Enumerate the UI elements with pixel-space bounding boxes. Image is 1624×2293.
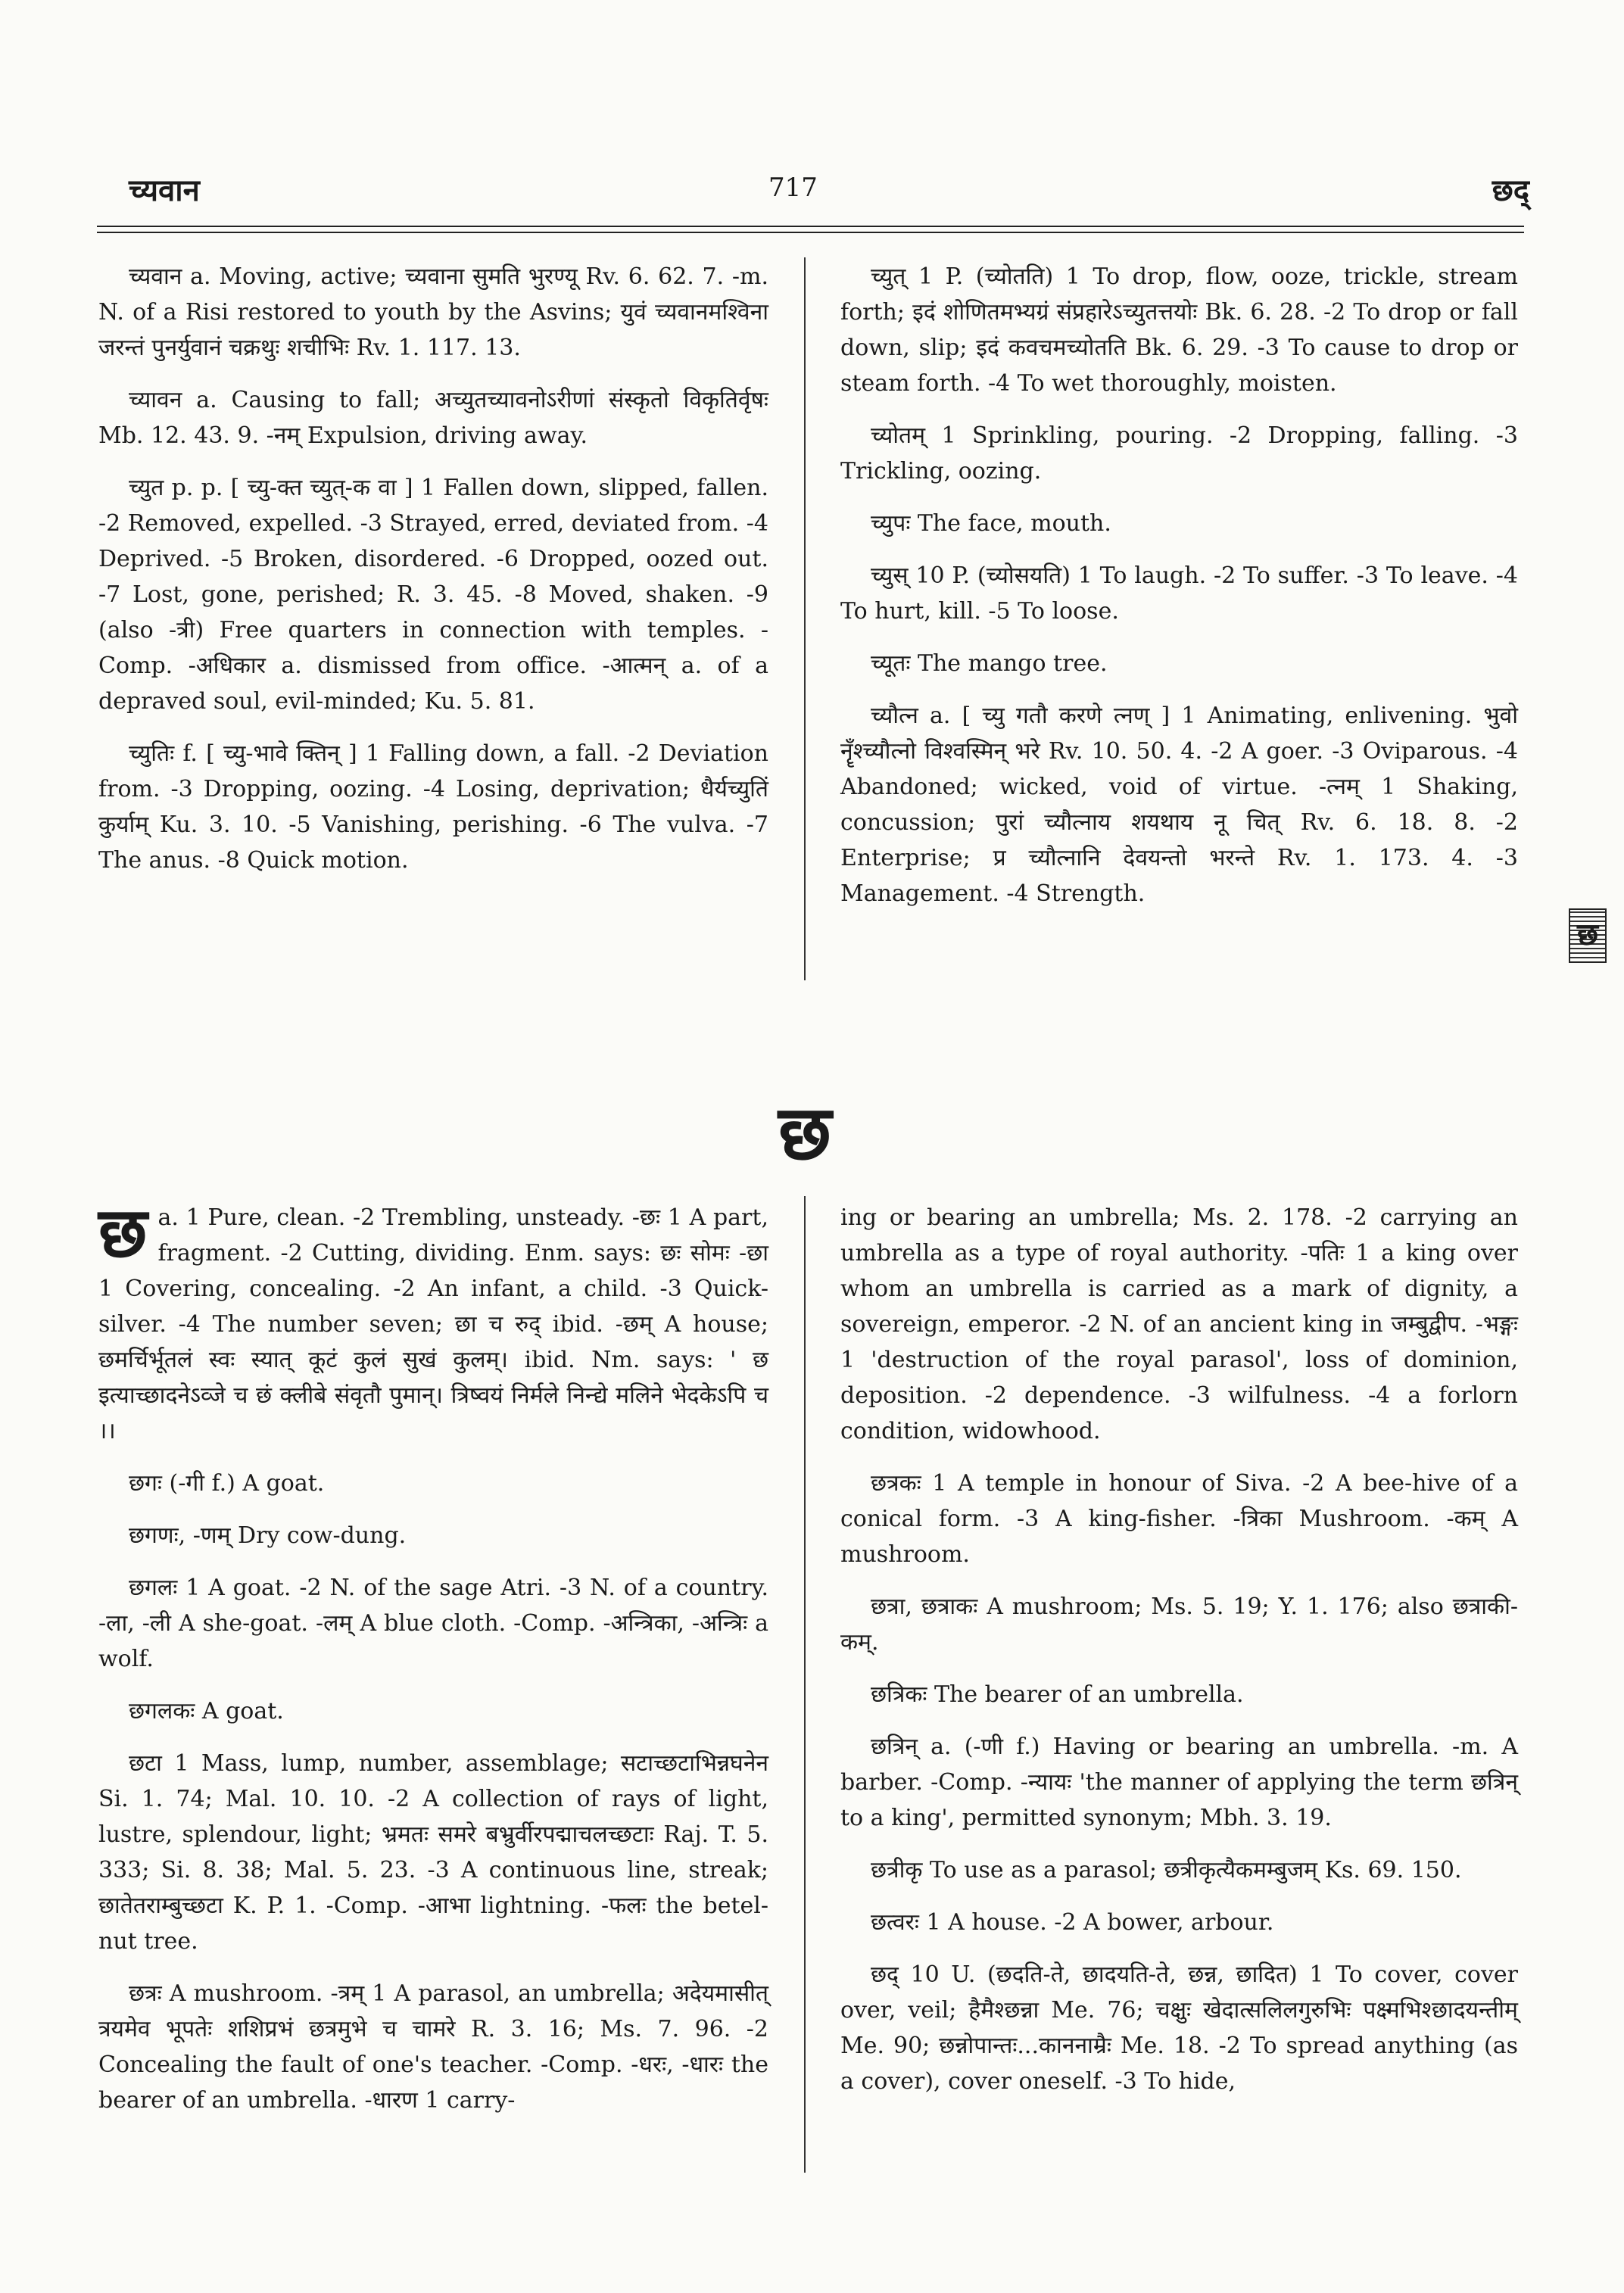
- entry: छद् 10 U. (छदति-ते, छादयति-ते, छन्न, छादित) 1 To cover, cover over, veil; हैमैश्छन्ना Me. 76; चक्षुः खेदात्सलिलगुरुभिः पक्ष्मभिश्छादयन्तीम् Me. 90; छन्नोपान्तः...काननाम्रैः Me. 18. -2 To spread anything (as a cover), cover oneself. -3 To hide,: [840, 1961, 1518, 2095]
- page-number: 717: [768, 173, 818, 203]
- entry: च्यवान a. Moving, active; च्यवाना सुमति भुरण्यू Rv. 6. 62. 7. -m. N. of a Risi restored to youth by the Asvins; युवं च्यवानमश्विना जरन्तं पुनर्युवानं चक्रथुः शचीभिः Rv. 1. 117. 13.: [98, 263, 768, 361]
- page-header: [91, 168, 1529, 221]
- entry: छत्रा, छत्राकः A mushroom; Ms. 5. 19; Y. 1. 176; also छत्राकी-कम्.: [840, 1594, 1518, 1656]
- dropcap-letter: छ: [98, 1192, 148, 1273]
- header-right-word: छद्: [1492, 173, 1529, 208]
- entry: छगणः, -णम् Dry cow-dung.: [129, 1522, 407, 1549]
- entry: च्यूतः The mango tree.: [871, 650, 1108, 677]
- entry: छत्रकः 1 A temple in honour of Siva. -2 A bee-hive of a conical form. -3 A king-fisher. -त्रिका Mushroom. -कम् A mushroom.: [840, 1470, 1518, 1568]
- entry: छत्रिन् a. (-णी f.) Having or bearing an umbrella. -m. A barber. -Comp. -न्यायः 'the manner of applying the term छत्रिन् to a king', permitted synonym; Mbh. 3. 19.: [840, 1734, 1518, 1831]
- entry-first-text: a. 1 Pure, clean. -2 Trembling, unsteady. -छः 1 A part, fragment. -2 Cutting, dividing. Enm. says: छः सोमः -छा 1 Covering, concealing. -2 An infant, a child. -3 Quick-silver. -4 The number seven; छा च रुद् ibid. -छम् A house; छमर्चिर्भूतलं स्वः स्यात् कूटं कुलं सुखं कुलम्। ibid. Nm. says: ' छ इत्याच्छादनेऽव्जे च छं क्लीबे संवृतौ पुमान्। त्रिष्वयं निर्मले निन्द्ये मलिने भेदकेऽपि च ।।: [98, 1204, 768, 1444]
- entry: छत्रीकृ To use as a parasol; छत्रीकृत्यैकमम्बुजम् Ks. 69. 150.: [871, 1857, 1462, 1883]
- top-left-column: [98, 259, 768, 895]
- bottom-left-column: [98, 1192, 768, 2135]
- entry: च्योतम् 1 Sprinkling, pouring. -2 Dropping, falling. -3 Trickling, oozing.: [840, 422, 1518, 484]
- entry: छगलः 1 A goat. -2 N. of the sage Atri. -3 N. of a country. -ला, -ली A she-goat. -लम् A blue cloth. -Comp. -अन्त्रिका, -अन्त्रिः a wolf.: [98, 1575, 768, 1672]
- header-left-word: च्यवान: [129, 173, 200, 208]
- column-divider-top: [804, 257, 806, 980]
- thumb-index-tab: छ: [1569, 908, 1607, 963]
- header-rule: [97, 226, 1524, 233]
- entry: च्युपः The face, mouth.: [871, 510, 1111, 537]
- entry: च्युतिः f. [ च्यु-भावे क्तिन् ] 1 Falling down, a fall. -2 Deviation from. -3 Dropping, oozing. -4 Losing, deprivation; धैर्यच्युतिं कुर्याम् Ku. 3. 10. -5 Vanishing, perishing. -6 The vulva. -7 The anus. -8 Quick motion.: [98, 740, 768, 874]
- entry: च्यौत्न a. [ च्यु गतौ करणे त्नण् ] 1 Animating, enlivening. भुवो नॄँश्च्यौत्नो विश्वस्मिन् भरे Rv. 10. 50. 4. -2 A goer. -3 Oviparous. -4 Abandoned; wicked, void of virtue. -त्नम् 1 Shaking, concussion; पुरां च्यौत्नाय शयथाय नू चित् Rv. 6. 18. 8. -2 Enterprise; प्र च्यौत्नानि देवयन्तो भरन्ते Rv. 1. 173. 4. -3 Management. -4 Strength.: [840, 703, 1518, 907]
- entry-continued: ing or bearing an umbrella; Ms. 2. 178. -2 carrying an umbrella as a type of royal authority. -पतिः 1 a king over whom an umbrella is carried as a mark of dignity, a sovereign, emperor. -2 N. of an ancient king in जम्बुद्वीप. -भङ्गः 1 'destruction of the royal parasol', loss of dominion, deposition. -2 dependence. -3 wilfulness. -4 a forlorn condition, widowhood.: [840, 1204, 1518, 1444]
- bottom-right-column: [840, 1200, 1518, 2116]
- entry: छगः (-गी f.) A goat.: [129, 1470, 325, 1497]
- entry: च्युत् 1 P. (च्योतति) 1 To drop, flow, ooze, trickle, stream forth; इदं शोणितमभ्यग्रं संप्रहारेऽच्युतत्तयोः Bk. 6. 28. -2 To drop or fall down, slip; इदं कवचमच्योतति Bk. 6. 29. -3 To cause to drop or steam forth. -4 To wet thoroughly, moisten.: [840, 263, 1518, 397]
- entry: छत्रिकः The bearer of an umbrella.: [871, 1681, 1244, 1708]
- entry: च्युस् 10 P. (च्योसयति) 1 To laugh. -2 To suffer. -3 To leave. -4 To hurt, kill. -5 To loose.: [840, 562, 1518, 625]
- entry: छत्रः A mushroom. -त्रम् 1 A parasol, an umbrella; अदेयमासीत् त्रयमेव भूपतेः शशिप्रभं छत्रमुभे च चामरे R. 3. 16; Ms. 7. 96. -2 Concealing the fault of one's teacher. -Comp. -धरः, -धारः the bearer of an umbrella. -धारण 1 carry-: [98, 1980, 768, 2114]
- entry-first: [98, 1192, 768, 1449]
- section-letter: छ: [778, 1088, 832, 1177]
- entry: छटा 1 Mass, lump, number, assemblage; सटाच्छटाभिन्नघनेन Si. 1. 74; Mal. 10. 10. -2 A collection of rays of light, lustre, splendour, light; भ्रमतः समरे बभ्रुर्वीरपद्माचलच्छटाः Raj. T. 5. 333; Si. 8. 38; Mal. 5. 23. -3 A continuous line, streak; छातेतराम्बुच्छटा K. P. 1. -Comp. -आभा lightning. -फलः the betel-nut tree.: [98, 1750, 768, 1955]
- entry: च्युत p. p. [ च्यु-क्त च्युत्-क वा ] 1 Fallen down, slipped, fallen. -2 Removed, expelled. -3 Strayed, erred, deviated from. -4 Deprived. -5 Broken, disordered. -6 Dropped, oozed out. -7 Lost, gone, perished; R. 3. 45. -8 Moved, shaken. -9 (also -त्री) Free quarters in connection with temples. -Comp. -अधिकार a. dismissed from office. -आत्मन् a. of a depraved soul, evil-minded; Ku. 5. 81.: [98, 475, 768, 715]
- top-right-column: [840, 259, 1518, 928]
- entry: छत्वरः 1 A house. -2 A bower, arbour.: [871, 1909, 1274, 1936]
- entry: छगलकः A goat.: [129, 1698, 284, 1724]
- entry: च्यावन a. Causing to fall; अच्युतच्यावनोऽरीणां संस्कृतो विकृतिर्वृषः Mb. 12. 43. 9. -नम् Expulsion, driving away.: [98, 387, 768, 449]
- column-divider-bottom: [804, 1196, 806, 2173]
